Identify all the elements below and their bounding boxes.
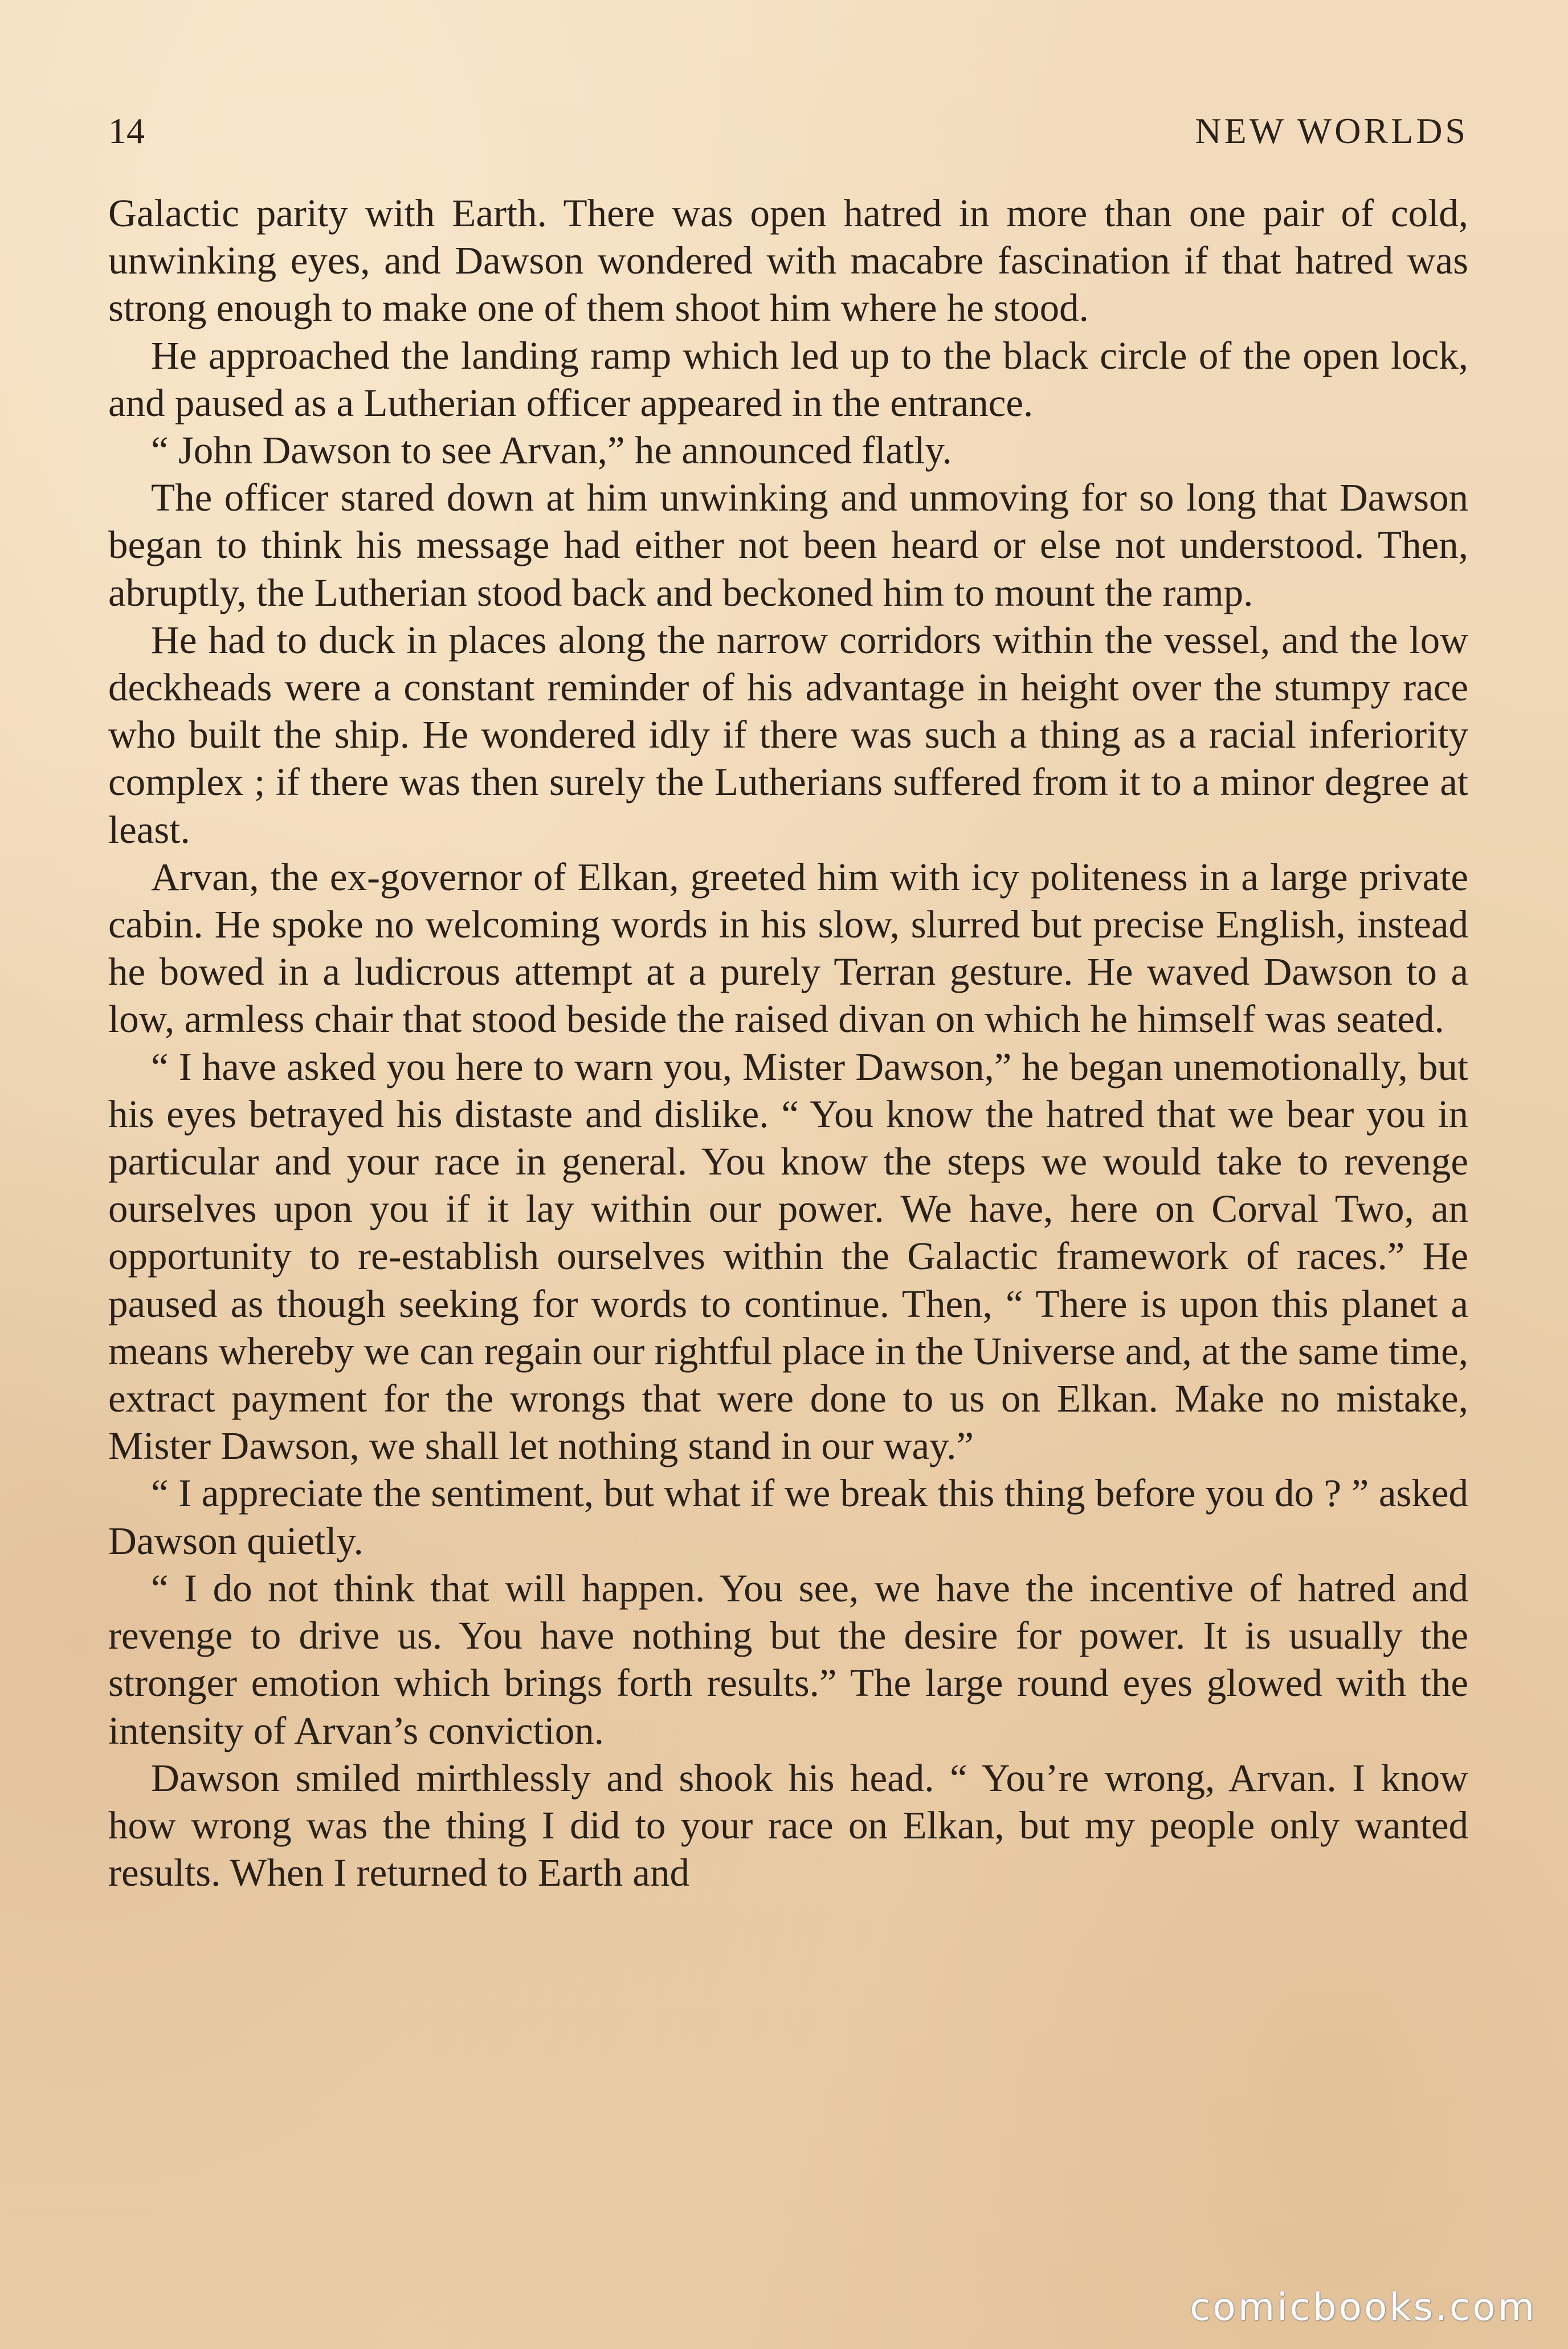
paragraph: “ I have asked you here to warn you, Mister Dawson,” he began unemotionally, but his eyes betrayed his distaste and dislike. “ You know the hatred that we bear you in particular and your race in general. You know the steps we would take to revenge ourselves upon you if it lay within our power. We have, here on Corval Two, an opportunity to re-establish ourselves within the Galactic framework of races.” He paused as though seeking for words to continue. Then, “ There is upon this planet a means whereby we can regain our rightful place in the Universe and, at the same time, extract payment for the wrongs that were done to us on Elkan. Make no mistake, Mister Dawson, we shall let nothing stand in our way.” bbox=[108, 1045, 1468, 1468]
story-text bbox=[108, 190, 1468, 1897]
watermark: comicbooks.com bbox=[1190, 2285, 1537, 2329]
paragraph: He had to duck in places along the narrow corridors within the vessel, and the low deckheads were a constant reminder of his advantage in height over the stumpy race who built the ship. He wondered idly if there was such a thing as a racial inferiority complex ; if there was then surely the Lutherians suffered from it to a minor degree at least. bbox=[108, 618, 1468, 851]
paragraph: “ I do not think that will happen. You see, we have the incentive of hatred and revenge to drive us. You have nothing but the desire for power. It is usually the stronger emotion which brings forth results.” The large round eyes glowed with the intensity of Arvan’s conviction. bbox=[108, 1566, 1468, 1752]
paragraph: “ John Dawson to see Arvan,” he announced flatly. bbox=[151, 429, 952, 472]
paragraph: Galactic parity with Earth. There was open hatred in more than one pair of cold, unwinking eyes, and Dawson wondered with macabre fascination if that hatred was strong enough to make one of them shoot him where he stood. bbox=[108, 191, 1468, 330]
paragraph: “ I appreciate the sentiment, but what if we break this thing before you do ? ” asked Dawson quietly. bbox=[108, 1471, 1468, 1563]
paragraph: He approached the landing ramp which led up to the black circle of the open lock, and paused as a Lutherian officer appeared in the entrance. bbox=[108, 333, 1468, 425]
paragraph: The officer stared down at him unwinking and unmoving for so long that Dawson began to think his message had either not been heard or else not understood. Then, abruptly, the Lutherian stood back and beckoned him to mount the ramp. bbox=[108, 476, 1468, 614]
running-head: NEW WORLDS bbox=[1195, 111, 1468, 151]
page-header bbox=[108, 100, 1468, 162]
paragraph: Arvan, the ex-governor of Elkan, greeted him with icy politeness in a large private cabin. He spoke no welcoming words in his slow, slurred but precise English, instead he bowed in a ludicrous attempt at a purely Terran gesture. He waved Dawson to a low, armless chair that stood beside the raised divan on which he himself was seated. bbox=[108, 855, 1468, 1041]
paragraph: Dawson smiled mirthlessly and shook his head. “ You’re wrong, Arvan. I know how wrong was the thing I did to your race on Elkan, but my people only wanted results. When I returned to Earth and bbox=[108, 1756, 1468, 1895]
page-number: 14 bbox=[108, 111, 145, 151]
